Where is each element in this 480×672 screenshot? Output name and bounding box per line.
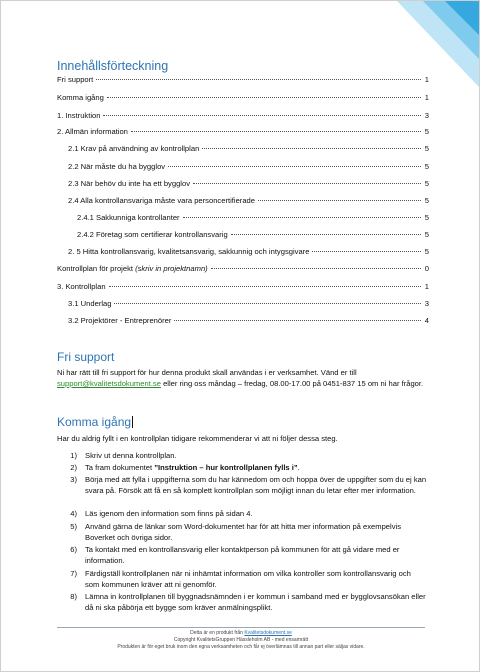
toc-entry-3-2[interactable]: 3.2 Projektörer - Entreprenörer 4	[68, 316, 429, 325]
footer-divider	[57, 627, 425, 628]
toc-entry-2-3[interactable]: 2.3 När behöv du inte ha ett bygglov 5	[68, 179, 429, 188]
list-item: 8) Lämna in kontrollplanen till byggnadsnämnden i er kommun i samband med er bygglovsansökan eller då ni ska påbörja ett bygge som kräver anmälningsplikt.	[70, 592, 426, 612]
list-item: 4) Läs igenom den information som finns på sidan 4.	[70, 509, 253, 518]
toc-entry-kontrollplan-projekt[interactable]: Kontrollplan för projekt (skriv in projektnamn) 0	[57, 264, 429, 273]
list-item: 7) Färdigställ kontrollplanen när ni inhämtat information om vilka kontroller som kontrollansvarig och som kommunen kräver att ni genomför.	[70, 569, 411, 589]
toc-entry-allman-information[interactable]: 2. Allmän information 5	[57, 127, 429, 136]
toc-entry-kontrollplan[interactable]: 3. Kontrollplan 1	[57, 282, 429, 291]
footer-website-link[interactable]: Kvalitetsdokument.se	[244, 630, 292, 636]
toc-entry-2-1[interactable]: 2.1 Krav på användning av kontrollplan 5	[68, 144, 429, 153]
list-item: 1) Skriv ut denna kontrollplan.	[70, 451, 177, 460]
toc-entry-2-4-2[interactable]: 2.4.2 Företag som certifierar kontrollansvarig 5	[77, 230, 429, 239]
toc-entry-2-2[interactable]: 2.2 När måste du ha bygglov 5	[68, 162, 429, 171]
toc-entry-instruktion[interactable]: 1. Instruktion 3	[57, 111, 429, 120]
toc-entry-2-4[interactable]: 2.4 Alla kontrollansvariga måste vara personcertifierade 5	[68, 196, 429, 205]
start-intro: Har du aldrig fyllt i en kontrollplan tidigare rekommenderar vi att ni följer dessa steg.	[57, 434, 338, 443]
toc-heading: Innehållsförteckning	[57, 59, 169, 73]
start-heading: Komma igång	[57, 415, 132, 429]
footer-line-3: Produkten är för eget bruk inom den egna verksamheten och får ej överlämnas till annan part eller säljas vidare.	[117, 644, 365, 650]
toc-entry-fri-support[interactable]: Fri support 1	[57, 75, 429, 84]
text-cursor	[132, 416, 133, 428]
footer-line-2: Copyright KvalitetsGruppen Hässleholm AB - med ensamrätt	[173, 637, 309, 643]
toc-entry-3-1[interactable]: 3.1 Underlag 3	[68, 299, 429, 308]
list-item: 6) Ta kontakt med en kontrollansvarig eller kontaktperson på kommunen för att gå vidare med er information.	[70, 545, 400, 565]
list-item: 5) Använd gärna de länkar som Word-dokumentet har för att hitta mer information på exempelvis Boverket och övriga sidor.	[70, 522, 402, 542]
toc-entry-2-4-1[interactable]: 2.4.1 Sakkunniga kontrollanter 5	[77, 213, 429, 222]
support-heading: Fri support	[57, 350, 115, 364]
list-item: 2) Ta fram dokumentet ”Instruktion – hur kontrollplanen fylls i”.	[70, 463, 300, 472]
support-email-link[interactable]: support@kvalitetsdokument.se	[57, 379, 161, 388]
toc-entry-2-5[interactable]: 2. 5 Hitta kontrollansvarig, kvalitetsansvarig, sakkunnig och intygsgivare 5	[68, 247, 429, 256]
list-item: 3) Börja med att fylla i uppgifterna som du har kännedom om och hoppa över de uppgifter som du ej kan svara på. Försök att få en så komplett kontrollplan som möjligt innan du letar efter mer information.	[70, 475, 427, 495]
footer-line-1: Detta är en produkt från Kvalitetsdokument.se	[190, 630, 292, 636]
support-paragraph: Ni har rätt till fri support för hur denna produkt skall användas i er verksamhet. Vänd er till support@kvalitetsdokument.se eller ring oss måndag – fredag, 08.00-17.00 på 0451-837 15 om ni har frågor.	[57, 368, 424, 388]
toc-entry-komma-igang[interactable]: Komma igång 1	[57, 93, 429, 102]
